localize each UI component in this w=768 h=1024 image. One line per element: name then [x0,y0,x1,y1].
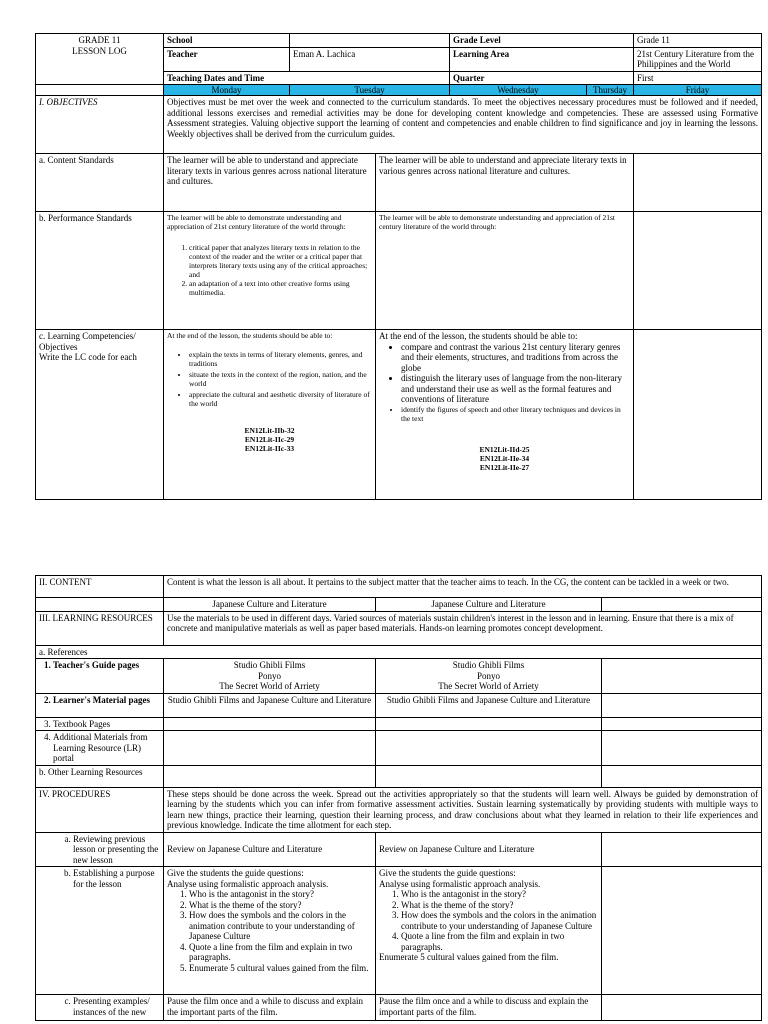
list-item: • appreciate the cultural and aesthetic diversity of literature of the world [189,390,372,408]
other-col2 [376,765,602,787]
competencies-col1 [164,330,376,500]
tg-line: Ponyo [257,670,281,681]
day-thursday: Thursday [587,85,634,96]
lesson-log-table-2 [35,575,762,1021]
content-col1: Japanese Culture and Literature [164,598,376,612]
lm-col2: Studio Ghibli Films and Japanese Culture and Literature [376,693,602,717]
proc-b-intro: Analyse using formalistic approach analysis. [167,878,329,889]
objectives-text: Objectives must be met over the week and connected to the curriculum standards. To meet the objectives necessary procedures must be followed and if needed, additional lessons exercises and remedial activities may be done for developing content knowledge and competencies. These are assessed using Formative Assessment strategies. Valuing objective support the learning of content and competencies and enable children to find significance and joy in learning the lessons. Weekly objectives shall be derived from the curriculum guides. [164,96,762,154]
content-text: Content is what the lesson is all about. It pertains to the subject matter that the teacher aims to teach. In the CG, the content can be tackled in a week or two. [164,576,762,598]
lm-label-text: 2. Learner's Material pages [53,695,160,706]
content-standards-col2: The learner will be able to understand and appreciate literary texts in various genres across national literature and cultures. [376,154,634,212]
lc-code: EN12Lit-IIe-34 [479,453,530,463]
day-friday: Friday [634,85,762,96]
tg-label-text: 1. Teacher's Guide pages [53,660,160,671]
list-item: 5. Enumerate 5 cultural values gained from the film. [189,963,372,974]
resources-label: III. LEARNING RESOURCES [36,611,164,645]
tg-label [36,659,164,694]
quarter-value: First [634,71,762,85]
am-label [36,731,164,766]
competencies-label-2: Write the LC code for each [39,352,137,362]
proc-a-col1: Review on Japanese Culture and Literature [164,832,376,867]
day-wednesday: Wednesday [450,85,587,96]
lesson-log-text: LESSON LOG [72,45,127,56]
teacher-value: Eman A. Lachica [290,47,450,71]
list-item: 2. an adaptation of a text into other creative forms using multimedia. [189,279,372,297]
list-item: 1. Who is the antagonist in the story? [189,889,372,900]
content-standards-col1: The learner will be able to understand and appreciate literary texts in various genres across national literature and cultures. [164,154,376,212]
list-item: • explain the texts in terms of literary elements, genres, and traditions [189,350,372,368]
competencies-intro: At the end of the lesson, the students should be able to: [379,331,578,341]
references-label: a. References [36,645,762,659]
performance-list [167,243,372,297]
proc-a-label [36,832,164,867]
lc-code: EN12Lit-IIc-29 [244,435,295,444]
other-resources-label: b. Other Learning Resources [36,765,164,787]
content-label: II. CONTENT [36,576,164,598]
lm-col3 [602,693,762,717]
proc-a-col2: Review on Japanese Culture and Literature [376,832,602,867]
lc-code: EN12Lit-IIc-33 [244,444,295,453]
content-col2: Japanese Culture and Literature [376,598,602,612]
proc-c-col2: Pause the film once and a while to discuss and explain the important parts of the film. [376,995,602,1021]
learning-area-value: 21st Century Literature from the Philippines and the World [634,47,762,71]
proc-b-list [167,889,372,973]
tg-col3 [602,659,762,694]
tb-label-text: 3. Textbook Pages [53,719,160,730]
proc-b-extra: Enumerate 5 cultural values gained from the film. [379,952,559,962]
competencies-label-1: c. Learning Competencies/ Objectives [39,331,136,352]
proc-b-col2 [376,867,602,995]
tb-col1 [164,717,376,731]
learning-area-label: Learning Area [450,47,634,71]
competencies-intro: At the end of the lesson, the students should be able to: [167,331,333,340]
list-item: 3. How does the symbols and the colors in the animation contribute to your understanding of Japanese Culture [189,910,372,942]
other-col3 [602,765,762,787]
competencies-col2 [376,330,634,500]
procedures-label: IV. PROCEDURES [36,787,164,832]
proc-b-col3 [602,867,762,995]
tg-line: Ponyo [476,670,500,681]
lc-code: EN12Lit-IIb-32 [244,426,295,435]
grade-header [36,34,164,85]
proc-b-label [36,867,164,995]
competencies-list [379,342,630,423]
lc-codes [379,445,630,472]
tg-col1 [164,659,376,694]
grade-level-label: Grade Level [450,34,634,48]
dates-label: Teaching Dates and Time [164,71,450,85]
other-col1 [164,765,376,787]
content-standards-label: a. Content Standards [36,154,164,212]
days-blank [36,85,164,96]
tg-col2 [376,659,602,694]
am-col3 [602,731,762,766]
procedures-text: These steps should be done across the week. Spread out the activities appropriately so that the students will learn well. Always be guided by demonstration of learning by the students which you can infer from formative assessment activities. Sustain learning systematically by providing students with multiple ways to learn new things, practice their learning, question their learning process, and draw conclusions about what they learned in relation to their life experiences and previous knowledge. Indicate the time allotment for each step. [164,787,762,832]
competencies-label [36,330,164,500]
lc-codes [167,426,372,453]
performance-intro: The learner will be able to demonstrate understanding and appreciation of 21st century literature of the world through: [167,213,346,231]
content-standards-col3 [634,154,762,212]
proc-c-col1: Pause the film once and a while to discuss and explain the important parts of the film. [164,995,376,1021]
proc-b-intro: Analyse using formalistic approach analysis. [379,878,541,889]
school-value [290,34,450,48]
performance-standards-col3 [634,212,762,330]
list-item: 4. Quote a line from the film and explain in two paragraphs. [189,942,372,963]
tg-line: Studio Ghibli Films [233,660,306,670]
proc-c-label [36,995,164,1021]
proc-a-col3 [602,832,762,867]
list-item: • distinguish the literary uses of language from the non-literary and understand their use as well as the formal features and conventions of literature [401,373,630,405]
am-col1 [164,731,376,766]
grade-level-value: Grade 11 [634,34,762,48]
proc-a-label-text: a. Reviewing previous lesson or presenting the new lesson [73,834,160,866]
performance-standards-label: b. Performance Standards [36,212,164,330]
proc-c-label-text: c. Presenting examples/ instances of the new [73,996,160,1017]
school-label: School [164,34,290,48]
proc-b-list [379,889,598,952]
lesson-log-table-1 [35,33,762,500]
performance-standards-col2: The learner will be able to demonstrate understanding and appreciation of 21st century literature of the world through: [376,212,634,330]
list-item: 1. critical paper that analyzes literary texts in relation to the context of the reader and the writer or a critical paper that interprets literary texts using any of the critical approaches; and [189,243,372,279]
lm-col1: Studio Ghibli Films and Japanese Culture and Literature [164,693,376,717]
tg-line: Studio Ghibli Films [452,660,525,670]
quarter-label: Quarter [450,71,634,85]
am-label-text: 4. Additional Materials from Learning Resource (LR) portal [53,732,160,764]
tb-col3 [602,717,762,731]
competencies-col3 [634,330,762,500]
list-item: 2. What is the theme of the story? [189,900,372,911]
competencies-list [167,350,372,408]
list-item: 2. What is the theme of the story? [401,900,598,911]
teacher-label: Teacher [164,47,290,71]
list-item: • identify the figures of speech and other literary techniques and devices in the text [401,405,630,423]
day-monday: Monday [164,85,290,96]
content-col3 [602,598,762,612]
list-item: 1. Who is the antagonist in the story? [401,889,598,900]
performance-standards-col1 [164,212,376,330]
lc-code: EN12Lit-IId-25 [479,444,530,454]
list-item: • compare and contrast the various 21st century literary genres and their elements, structures, and traditions from across the globe [401,342,630,374]
resources-text: Use the materials to be used in different days. Varied sources of materials sustain children's interest in the lesson and in learning. Ensure that there is a mix of concrete and manipulative materials as well as paper based materials. Hands-on learning promotes concept development. [164,611,762,645]
tb-label [36,717,164,731]
objectives-label: I. OBJECTIVES [36,96,164,154]
proc-b-intro: Give the students the guide questions: [379,868,516,878]
day-tuesday: Tuesday [290,85,450,96]
proc-c-col3 [602,995,762,1021]
tg-line: The Secret World of Arriety [219,681,320,691]
tg-line: The Secret World of Arriety [438,681,539,691]
list-item: • situate the texts in the context of the region, nation, and the world [189,370,372,388]
tb-col2 [376,717,602,731]
grade-text: GRADE 11 [78,35,121,45]
list-item: 4. Quote a line from the film and explain in two paragraphs. [401,931,598,952]
content-blank [36,598,164,612]
am-col2 [376,731,602,766]
list-item: 3. How does the symbols and the colors in the animation contribute to your understanding of Japanese Culture [401,910,598,931]
proc-b-intro: Give the students the guide questions: [167,868,304,878]
lc-code: EN12Lit-IIe-27 [479,462,530,472]
lm-label [36,693,164,717]
proc-b-label-text: b. Establishing a purpose for the lesson [73,868,160,889]
proc-b-col1 [164,867,376,995]
